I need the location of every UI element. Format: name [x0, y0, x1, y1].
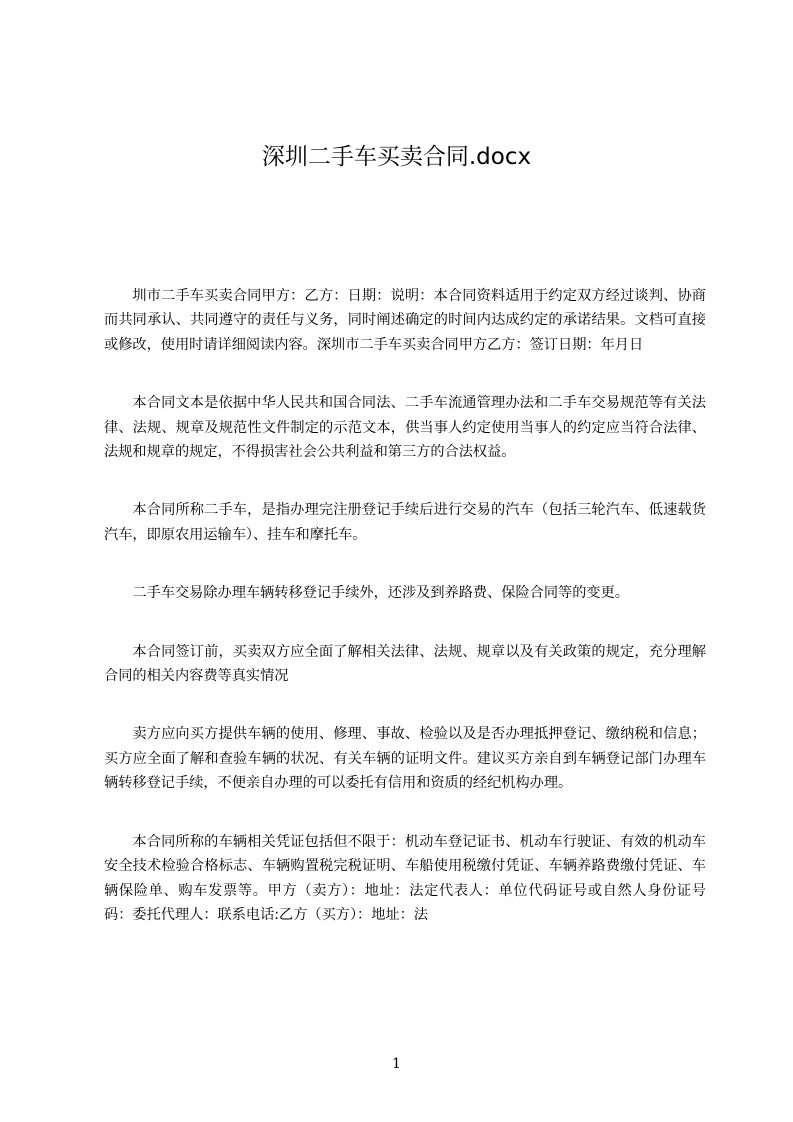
paragraph: 本合同所称的车辆相关凭证包括但不限于：机动车登记证书、机动车行驶证、有效的机动车安全技术检验合格标志、车辆购置税完税证明、车船使用税缴付凭证、车辆养路费缴付凭证、车辆保险单、购车发票等。甲方（卖方）：地址：法定代表人：单位代码证号或自然人身份证号码：委托代理人：联系电话:乙方（买方）：地址：法	[104, 833, 706, 923]
paragraph: 本合同文本是依据中华人民共和国合同法、二手车流通管理办法和二手车交易规范等有关法律、法规、规章及规范性文件制定的示范文本，供当事人约定使用当事人的约定应当符合法律、法规和规章的规定，不得损害社会公共利益和第三方的合法权益。	[104, 395, 706, 461]
page-number: 1	[392, 1056, 401, 1072]
paragraph: 二手车交易除办理车辆转移登记手续外，还涉及到养路费、保险合同等的变更。	[132, 585, 629, 602]
paragraph: 圳市二手车买卖合同甲方：乙方：日期：说明：本合同资料适用于约定双方经过谈判、协商而共同承认、共同遵守的责任与义务，同时阐述确定的时间内达成约定的承诺结果。文档可直接或修改，使用时请详细阅读内容。深圳市二手车买卖合同甲方乙方：签订日期：年月日	[104, 288, 706, 353]
paragraph: 卖方应向买方提供车辆的使用、修理、事故、检验以及是否办理抵押登记、缴纳税和信息；买方应全面了解和查验车辆的状况、有关车辆的证明文件。建议买方亲自到车辆登记部门办理车辆转移登记手续，不便亲自办理的可以委托有信用和资质的经纪机构办理。	[104, 726, 706, 792]
document-title: 深圳二手车买卖合同.docx	[261, 144, 532, 170]
paragraph: 本合同所称二手车，是指办理完注册登记手续后进行交易的汽车（包括三轮汽车、低速载货汽车，即原农用运输车）、挂车和摩托车。	[104, 502, 706, 543]
document-body	[104, 284, 706, 961]
paragraph: 本合同签订前，买卖双方应全面了解相关法律、法规、规章以及有关政策的规定，充分理解合同的相关内容费等真实情况	[104, 643, 706, 685]
